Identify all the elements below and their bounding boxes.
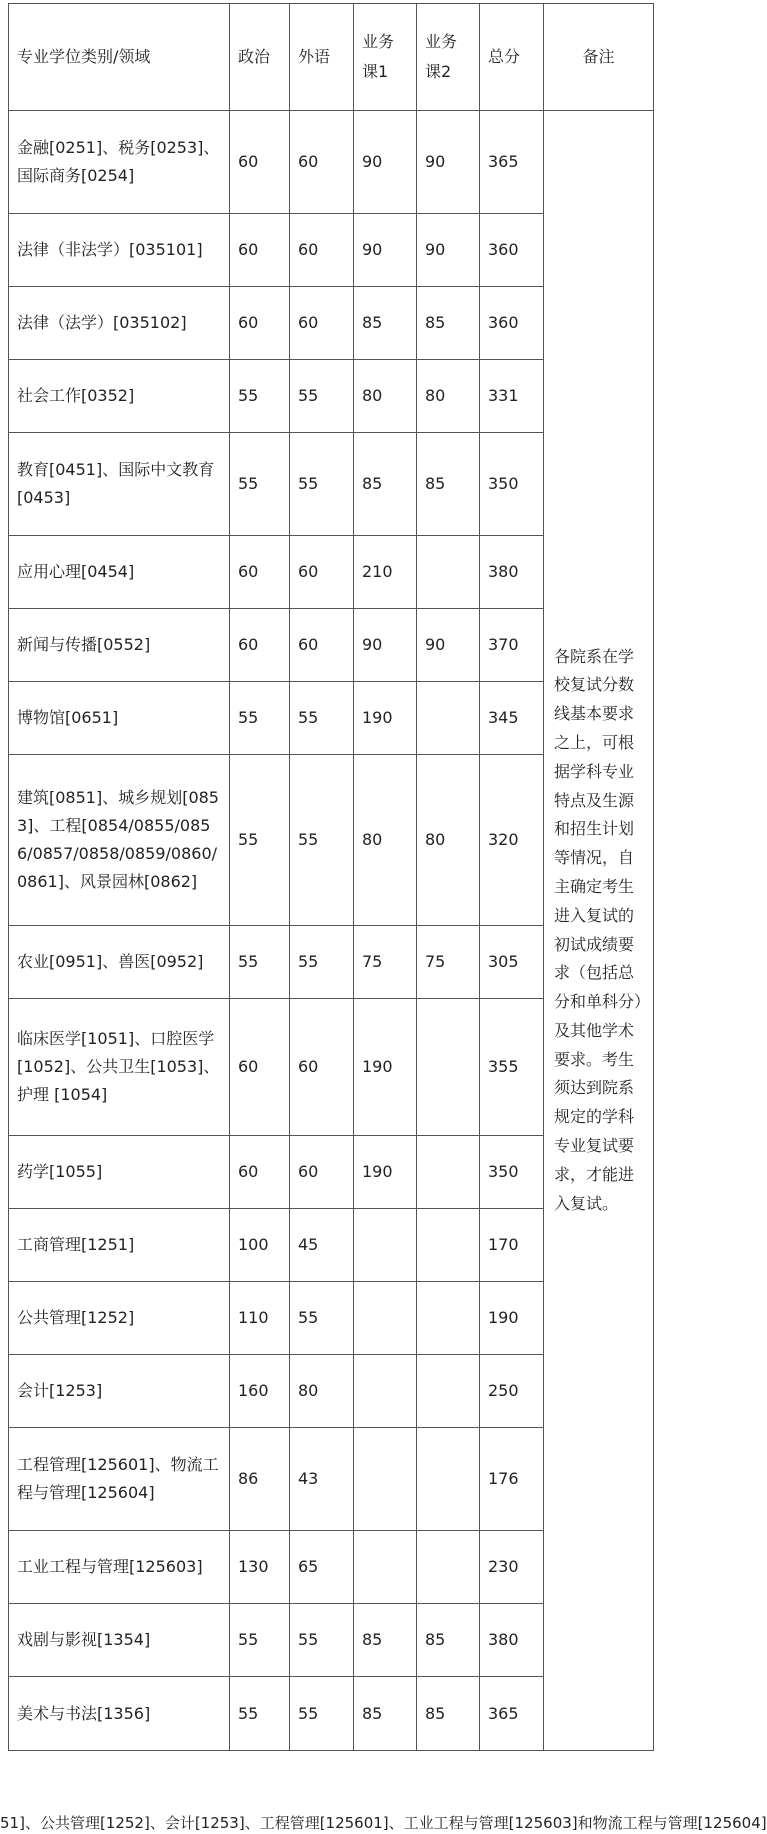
cell-language: 60 <box>290 999 354 1136</box>
cell-course1: 190 <box>354 999 417 1136</box>
header-language: 外语 <box>290 4 354 111</box>
cell-total: 176 <box>480 1428 544 1531</box>
cell-total: 365 <box>480 1677 544 1751</box>
cell-politics: 55 <box>230 682 290 755</box>
cell-politics: 55 <box>230 433 290 536</box>
cell-language: 60 <box>290 609 354 682</box>
cell-politics: 55 <box>230 1677 290 1751</box>
cell-total: 350 <box>480 1136 544 1209</box>
cell-politics: 130 <box>230 1531 290 1604</box>
cell-course1: 80 <box>354 755 417 926</box>
cell-total: 230 <box>480 1531 544 1604</box>
header-row <box>9 4 654 111</box>
cell-total: 380 <box>480 1604 544 1677</box>
cell-course1: 85 <box>354 1604 417 1677</box>
cell-field: 临床医学[1051]、口腔医学[1052]、公共卫生[1053]、护理 [1054] <box>9 999 230 1136</box>
cell-field: 公共管理[1252] <box>9 1282 230 1355</box>
cell-total: 370 <box>480 609 544 682</box>
cell-total: 355 <box>480 999 544 1136</box>
cell-course2 <box>417 1355 480 1428</box>
cell-course1: 85 <box>354 1677 417 1751</box>
cell-course1: 190 <box>354 682 417 755</box>
cell-total: 345 <box>480 682 544 755</box>
header-remarks: 备注 <box>544 4 654 111</box>
cell-politics: 100 <box>230 1209 290 1282</box>
cell-course2: 85 <box>417 287 480 360</box>
table-row <box>9 111 654 214</box>
cell-language: 60 <box>290 287 354 360</box>
cell-course1: 85 <box>354 433 417 536</box>
cell-course1: 190 <box>354 1136 417 1209</box>
cell-course1: 90 <box>354 609 417 682</box>
cell-course2: 80 <box>417 360 480 433</box>
cell-politics: 60 <box>230 214 290 287</box>
cell-politics: 110 <box>230 1282 290 1355</box>
cell-field: 农业[0951]、兽医[0952] <box>9 926 230 999</box>
cell-field: 法律（非法学）[035101] <box>9 214 230 287</box>
cell-language: 65 <box>290 1531 354 1604</box>
cell-politics: 55 <box>230 926 290 999</box>
cell-field: 工程管理[125601]、物流工程与管理[125604] <box>9 1428 230 1531</box>
footer-text: 51]、公共管理[1252]、会计[1253]、工程管理[125601]、工业工程与管理[125603]和物流工程与管理[125604] <box>0 1814 767 1832</box>
cell-course2 <box>417 1209 480 1282</box>
cell-language: 55 <box>290 360 354 433</box>
cell-politics: 60 <box>230 609 290 682</box>
cell-total: 305 <box>480 926 544 999</box>
cell-total: 360 <box>480 287 544 360</box>
cell-course2 <box>417 1282 480 1355</box>
cell-total: 331 <box>480 360 544 433</box>
cell-field: 工业工程与管理[125603] <box>9 1531 230 1604</box>
cell-politics: 86 <box>230 1428 290 1531</box>
cell-language: 55 <box>290 682 354 755</box>
cell-field: 教育[0451]、国际中文教育[0453] <box>9 433 230 536</box>
cell-course1 <box>354 1282 417 1355</box>
cell-field: 工商管理[1251] <box>9 1209 230 1282</box>
cell-field: 应用心理[0454] <box>9 536 230 609</box>
cell-language: 80 <box>290 1355 354 1428</box>
cell-field: 戏剧与影视[1354] <box>9 1604 230 1677</box>
score-table <box>8 3 654 1751</box>
cell-field: 金融[0251]、税务[0253]、国际商务[0254] <box>9 111 230 214</box>
cell-field: 建筑[0851]、城乡规划[0853]、工程[0854/0855/0856/0857/0858/0859/0860/0861]、风景园林[0862] <box>9 755 230 926</box>
remarks-cell: 各院系在学校复试分数线基本要求之上，可根据学科专业特点及生源和招生计划等情况，自主确定考生进入复试的初试成绩要求（包括总分和单科分）及其他学术要求。考生须达到院系规定的学科专业复试要求，才能进入复试。 <box>544 111 654 1751</box>
cell-total: 250 <box>480 1355 544 1428</box>
cell-total: 320 <box>480 755 544 926</box>
cell-field: 博物馆[0651] <box>9 682 230 755</box>
cell-field: 美术与书法[1356] <box>9 1677 230 1751</box>
cell-language: 55 <box>290 755 354 926</box>
cell-politics: 60 <box>230 536 290 609</box>
cell-field: 会计[1253] <box>9 1355 230 1428</box>
cell-course1: 210 <box>354 536 417 609</box>
cell-language: 60 <box>290 214 354 287</box>
cell-field: 社会工作[0352] <box>9 360 230 433</box>
cell-language: 60 <box>290 536 354 609</box>
cell-course2: 90 <box>417 214 480 287</box>
cell-politics: 60 <box>230 999 290 1136</box>
cell-course2 <box>417 1136 480 1209</box>
header-total: 总分 <box>480 4 544 111</box>
cell-total: 360 <box>480 214 544 287</box>
cell-total: 365 <box>480 111 544 214</box>
cell-course2 <box>417 682 480 755</box>
cell-language: 43 <box>290 1428 354 1531</box>
cell-language: 55 <box>290 1677 354 1751</box>
header-field: 专业学位类别/领域 <box>9 4 230 111</box>
cell-course2: 85 <box>417 1604 480 1677</box>
cell-politics: 60 <box>230 111 290 214</box>
header-course1: 业务课1 <box>354 4 417 111</box>
cell-course2: 90 <box>417 111 480 214</box>
cell-course1: 90 <box>354 214 417 287</box>
cell-language: 55 <box>290 926 354 999</box>
cell-course1 <box>354 1209 417 1282</box>
cell-course1: 85 <box>354 287 417 360</box>
cell-politics: 55 <box>230 755 290 926</box>
cell-language: 55 <box>290 1282 354 1355</box>
cell-politics: 55 <box>230 1604 290 1677</box>
cell-course2 <box>417 1531 480 1604</box>
cell-course2 <box>417 536 480 609</box>
cell-course2: 90 <box>417 609 480 682</box>
cell-course1 <box>354 1531 417 1604</box>
cell-language: 45 <box>290 1209 354 1282</box>
cell-total: 190 <box>480 1282 544 1355</box>
cell-field: 药学[1055] <box>9 1136 230 1209</box>
cell-course1 <box>354 1428 417 1531</box>
cell-course1: 75 <box>354 926 417 999</box>
cell-politics: 60 <box>230 1136 290 1209</box>
cell-language: 60 <box>290 111 354 214</box>
cell-course2: 80 <box>417 755 480 926</box>
header-course2: 业务课2 <box>417 4 480 111</box>
cell-course1: 90 <box>354 111 417 214</box>
cell-course1 <box>354 1355 417 1428</box>
cell-course2: 85 <box>417 1677 480 1751</box>
cell-course2: 75 <box>417 926 480 999</box>
cell-politics: 60 <box>230 287 290 360</box>
cell-course1: 80 <box>354 360 417 433</box>
cell-total: 380 <box>480 536 544 609</box>
cell-language: 55 <box>290 1604 354 1677</box>
cell-course2 <box>417 1428 480 1531</box>
cell-politics: 160 <box>230 1355 290 1428</box>
cell-total: 170 <box>480 1209 544 1282</box>
cell-politics: 55 <box>230 360 290 433</box>
cell-language: 55 <box>290 433 354 536</box>
cell-field: 新闻与传播[0552] <box>9 609 230 682</box>
header-politics: 政治 <box>230 4 290 111</box>
cell-language: 60 <box>290 1136 354 1209</box>
cell-course2 <box>417 999 480 1136</box>
cell-total: 350 <box>480 433 544 536</box>
cell-field: 法律（法学）[035102] <box>9 287 230 360</box>
cell-course2: 85 <box>417 433 480 536</box>
